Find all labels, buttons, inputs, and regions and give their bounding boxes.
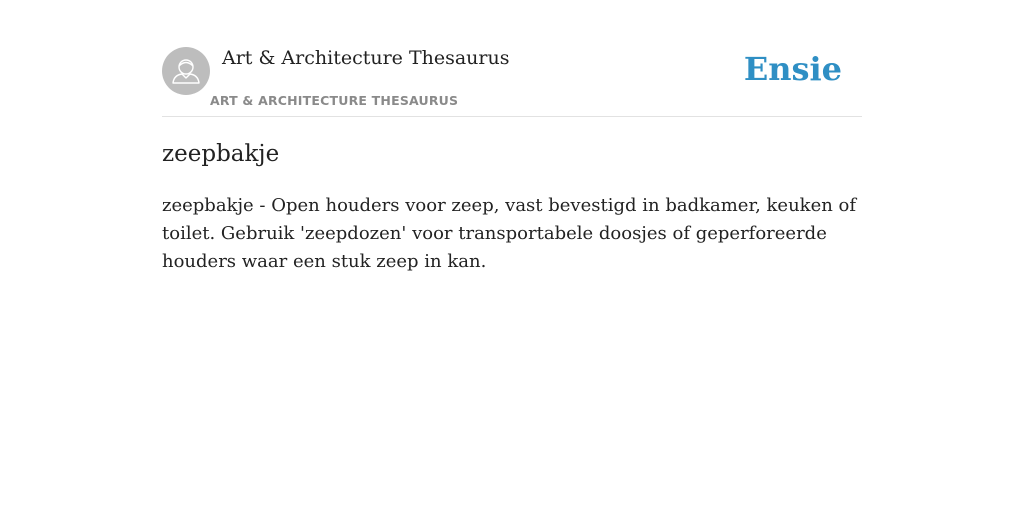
ensie-logo-link[interactable]: Ensie — [743, 50, 842, 88]
source-label: ART & ARCHITECTURE THESAURUS — [210, 93, 459, 108]
user-silhouette-icon — [162, 47, 210, 95]
entry-header — [162, 0, 862, 117]
entry-title: zeepbakje — [162, 141, 280, 167]
page-container — [162, 0, 862, 272]
author-name-link[interactable]: Art & Architecture Thesaurus — [222, 47, 510, 69]
entry-definition: zeepbakje - Open houders voor zeep, vast bevestigd in badkamer, keuken of toilet. Gebruik 'zeepdozen' voor transportabele doosjes of geperforeerde houders waar een stuk zeep in kan. — [162, 195, 857, 272]
author-avatar[interactable] — [162, 47, 210, 95]
